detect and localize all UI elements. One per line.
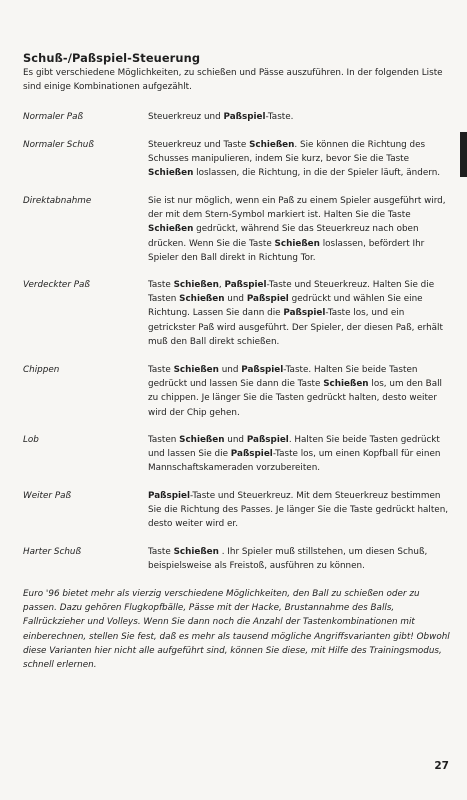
key-name: Schießen (173, 547, 219, 557)
description-text: gedrückt, während Sie das Steuerkreuz nach oben drücken. Wenn Sie die Taste (148, 224, 419, 249)
key-name: Schießen (323, 379, 369, 390)
key-name: Paßspiel (283, 308, 326, 319)
entry-description (148, 278, 453, 349)
key-name: Paßspiel (230, 449, 273, 460)
section-intro: Es gibt verschiedene Möglichkeiten, zu schießen und Pässe auszuführen. In der folgenden Liste sind einige Kombinationen aufgezählt. (23, 68, 443, 93)
entry-label: Verdeckter Paß (23, 280, 90, 290)
description-text: -Taste. (265, 112, 294, 122)
description-text: und (218, 365, 242, 375)
section-title: Schuß-/Paßspiel-Steuerung (23, 51, 201, 65)
key-name: Paßspiel (246, 435, 289, 445)
description-text: -Taste los, und ein getrickster Paß wird ausgeführt. Der Spieler, der diesen Paß, erhält muß den Ball direkt schießen. (148, 308, 443, 347)
key-name: Schießen (179, 435, 225, 445)
closing-paragraph: Euro '96 bietet mehr als vierzig verschiedene Möglichkeiten, den Ball zu schießen oder zu passen. Dazu gehören Flugkopfbälle, Pässe mit der Hacke, Brustannahme des Balls, Fallrückzieher und Volleys. Wenn Sie dann noch die Anzahl der Tastenkombinationen mit einberechnen, stellen Sie fest, daß es mehr als tausend mögliche Angriffsvarianten gibt! Obwohl diese Varianten hier nicht alle aufgeführt sind, können Sie diese, mit Hilfe des Trainingsmodus, schnell erlernen. (23, 589, 450, 671)
entry-description (148, 138, 453, 181)
description-text: . Ihr Spieler muß stillstehen, um diesen Schuß, beispielsweise als Freistoß, ausführen zu können. (148, 547, 428, 572)
key-name: Schießen (249, 140, 295, 150)
description-text: Taste (148, 280, 174, 290)
key-name: Schießen (148, 168, 194, 179)
key-name: Schießen (179, 294, 225, 305)
description-text: -Taste und Steuerkreuz. Halten Sie die Tasten (148, 280, 435, 305)
description-text: -Taste. Halten Sie beide Tasten gedrückt und lassen Sie dann die Taste (148, 365, 418, 390)
description-text: und (224, 294, 247, 305)
description-text: los, um den Ball zu chippen. Je länger Sie die Tasten gedrückt halten, desto weiter wird der Chip gehen. (148, 379, 442, 418)
entry-label: Lob (23, 435, 39, 445)
entry-label: Chippen (23, 365, 60, 375)
description-text: , (218, 280, 225, 290)
entry-description (148, 110, 453, 124)
key-name: Schießen (274, 238, 320, 249)
description-text: Sie ist nur möglich, wenn ein Paß zu einem Spieler ausgeführt wird, der mit dem Stern-Symbol markiert ist. Halten Sie die Taste (148, 196, 446, 221)
description-text: und (224, 435, 247, 445)
key-name: Paßspiel (148, 491, 191, 501)
key-name: Paßspiel (224, 280, 267, 290)
description-text: Taste (148, 365, 174, 375)
entry-description (148, 363, 453, 420)
entry-description (148, 545, 453, 573)
page-number: 27 (434, 760, 449, 772)
description-text: . Sie können die Richtung des Schusses manipulieren, indem Sie kurz, bevor Sie die Taste (148, 140, 426, 165)
description-text: Taste (148, 547, 174, 557)
description-text: loslassen, befördert Ihr Spieler den Ball direkt in Richtung Tor. (148, 238, 425, 263)
entry-label: Harter Schuß (23, 547, 82, 557)
entry-description (148, 489, 453, 532)
key-name: Schießen (148, 224, 194, 235)
key-name: Paßspiel (246, 294, 289, 305)
entry-description (148, 194, 453, 265)
description-text: loslassen, die Richtung, in die der Spieler läuft, ändern. (193, 168, 441, 179)
description-text: . Halten Sie beide Tasten gedrückt und lassen Sie die (148, 435, 440, 460)
description-text: Tasten (148, 435, 180, 445)
description-text: Steuerkreuz und (148, 112, 224, 122)
chapter-tab-marker (460, 132, 467, 177)
key-name: Schießen (173, 280, 219, 290)
key-name: Paßspiel (241, 365, 284, 375)
description-text: Steuerkreuz und Taste (148, 140, 250, 150)
description-text: -Taste und Steuerkreuz. Mit dem Steuerkreuz bestimmen Sie die Richtung des Passes. Je länger Sie die Taste gedrückt halten, desto weiter wird er. (148, 491, 449, 530)
entry-description (148, 433, 453, 476)
description-text: -Taste los, um einen Kopfball für einen Mannschaftskameraden vorzubereiten. (148, 449, 441, 474)
entry-label: Normaler Schuß (23, 140, 94, 150)
description-text: gedrückt und wählen Sie eine Richtung. Lassen Sie dann die (148, 294, 423, 319)
entry-label: Weiter Paß (23, 491, 72, 501)
key-name: Schießen (173, 365, 219, 375)
entry-label: Normaler Paß (23, 112, 84, 122)
key-name: Paßspiel (223, 112, 266, 122)
entry-label: Direktabnahme (23, 196, 92, 206)
